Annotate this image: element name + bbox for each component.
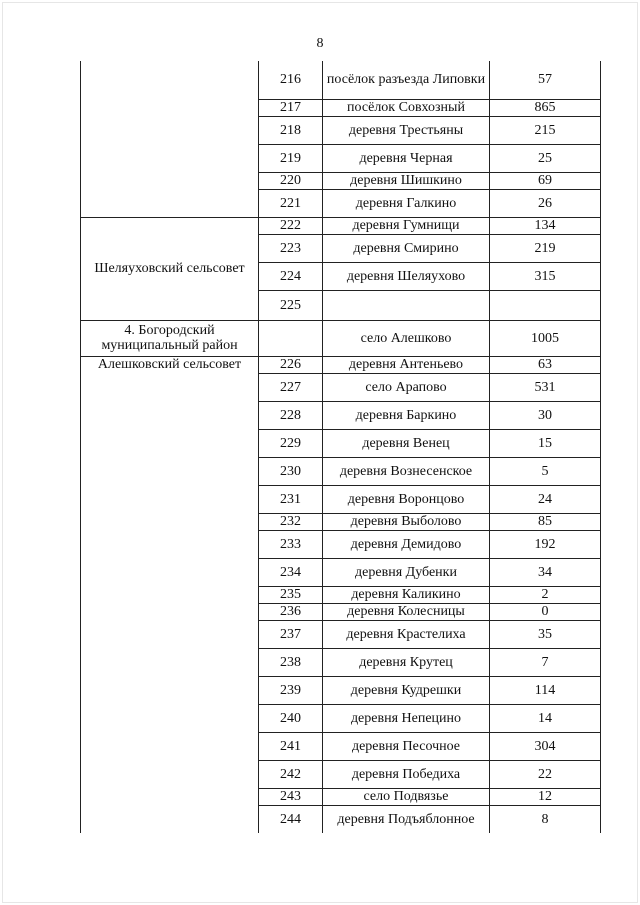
population-cell: 26 bbox=[490, 189, 601, 217]
population-cell: 14 bbox=[490, 704, 601, 732]
population-cell: 25 bbox=[490, 144, 601, 172]
population-cell: 2 bbox=[490, 586, 601, 603]
row-number-cell: 231 bbox=[259, 485, 323, 513]
population-cell: 1005 bbox=[490, 320, 601, 356]
row-number-cell: 217 bbox=[259, 99, 323, 116]
population-cell: 30 bbox=[490, 401, 601, 429]
settlements-table bbox=[80, 61, 601, 833]
table-row bbox=[81, 61, 601, 99]
settlement-name-cell: деревня Колесницы bbox=[323, 603, 490, 620]
settlement-name-cell: деревня Шеляухово bbox=[323, 262, 490, 290]
row-number-cell: 221 bbox=[259, 189, 323, 217]
settlement-name-cell: посёлок Совхозный bbox=[323, 99, 490, 116]
row-number-cell bbox=[259, 320, 323, 356]
page-number: 8 bbox=[316, 36, 324, 51]
settlement-name-cell: посёлок разъезда Липовки bbox=[323, 61, 490, 99]
settlement-name-cell: деревня Баркино bbox=[323, 401, 490, 429]
row-number-cell: 227 bbox=[259, 373, 323, 401]
population-cell: 57 bbox=[490, 61, 601, 99]
row-number-cell: 229 bbox=[259, 429, 323, 457]
table-row bbox=[81, 320, 601, 356]
row-number-cell: 241 bbox=[259, 732, 323, 760]
settlements-table-body bbox=[81, 61, 601, 833]
population-cell: 315 bbox=[490, 262, 601, 290]
row-number-cell: 236 bbox=[259, 603, 323, 620]
population-cell: 8 bbox=[490, 805, 601, 833]
population-cell: 531 bbox=[490, 373, 601, 401]
settlement-name-cell: деревня Крастелиха bbox=[323, 620, 490, 648]
row-number-cell: 218 bbox=[259, 116, 323, 144]
settlement-name-cell: село Арапово bbox=[323, 373, 490, 401]
population-cell: 22 bbox=[490, 760, 601, 788]
population-cell: 865 bbox=[490, 99, 601, 116]
settlement-name-cell: деревня Демидово bbox=[323, 530, 490, 558]
settlement-name-cell: деревня Воронцово bbox=[323, 485, 490, 513]
population-cell: 12 bbox=[490, 788, 601, 805]
settlement-name-cell: деревня Кудрешки bbox=[323, 676, 490, 704]
row-number-cell: 222 bbox=[259, 217, 323, 234]
settlement-name-cell: деревня Венец bbox=[323, 429, 490, 457]
population-cell: 85 bbox=[490, 513, 601, 530]
settlement-name-cell bbox=[323, 290, 490, 320]
settlement-name-cell: деревня Каликино bbox=[323, 586, 490, 603]
row-number-cell: 220 bbox=[259, 172, 323, 189]
population-cell: 24 bbox=[490, 485, 601, 513]
population-cell: 0 bbox=[490, 603, 601, 620]
population-cell: 69 bbox=[490, 172, 601, 189]
row-number-cell: 234 bbox=[259, 558, 323, 586]
settlement-name-cell: село Подвязье bbox=[323, 788, 490, 805]
municipality-cell: Алешковский сельсовет bbox=[81, 356, 259, 833]
settlements-table-wrap bbox=[80, 61, 601, 833]
row-number-cell: 237 bbox=[259, 620, 323, 648]
settlement-name-cell: деревня Вознесенское bbox=[323, 457, 490, 485]
row-number-cell: 223 bbox=[259, 234, 323, 262]
settlement-name-cell: деревня Дубенки bbox=[323, 558, 490, 586]
settlement-name-cell: деревня Песочное bbox=[323, 732, 490, 760]
settlement-name-cell: деревня Гумнищи bbox=[323, 217, 490, 234]
row-number-cell: 238 bbox=[259, 648, 323, 676]
row-number-cell: 240 bbox=[259, 704, 323, 732]
row-number-cell: 230 bbox=[259, 457, 323, 485]
municipality-cell: 4. Богородский муниципальный район bbox=[81, 320, 259, 356]
table-row bbox=[81, 217, 601, 234]
population-cell: 219 bbox=[490, 234, 601, 262]
settlement-name-cell: деревня Шишкино bbox=[323, 172, 490, 189]
row-number-cell: 233 bbox=[259, 530, 323, 558]
settlement-name-cell: деревня Крутец bbox=[323, 648, 490, 676]
municipality-cell: Шеляуховский сельсовет bbox=[81, 217, 259, 320]
row-number-cell: 242 bbox=[259, 760, 323, 788]
population-cell: 63 bbox=[490, 356, 601, 373]
population-cell bbox=[490, 290, 601, 320]
row-number-cell: 228 bbox=[259, 401, 323, 429]
settlement-name-cell: деревня Непецино bbox=[323, 704, 490, 732]
population-cell: 114 bbox=[490, 676, 601, 704]
settlement-name-cell: деревня Выболово bbox=[323, 513, 490, 530]
population-cell: 192 bbox=[490, 530, 601, 558]
population-cell: 15 bbox=[490, 429, 601, 457]
population-cell: 215 bbox=[490, 116, 601, 144]
population-cell: 34 bbox=[490, 558, 601, 586]
row-number-cell: 225 bbox=[259, 290, 323, 320]
population-cell: 7 bbox=[490, 648, 601, 676]
row-number-cell: 239 bbox=[259, 676, 323, 704]
row-number-cell: 219 bbox=[259, 144, 323, 172]
row-number-cell: 243 bbox=[259, 788, 323, 805]
row-number-cell: 235 bbox=[259, 586, 323, 603]
population-cell: 134 bbox=[490, 217, 601, 234]
settlement-name-cell: деревня Смирино bbox=[323, 234, 490, 262]
population-cell: 304 bbox=[490, 732, 601, 760]
row-number-cell: 226 bbox=[259, 356, 323, 373]
settlement-name-cell: деревня Трестьяны bbox=[323, 116, 490, 144]
row-number-cell: 232 bbox=[259, 513, 323, 530]
settlement-name-cell: деревня Подъяблонное bbox=[323, 805, 490, 833]
row-number-cell: 224 bbox=[259, 262, 323, 290]
settlement-name-cell: село Алешково bbox=[323, 320, 490, 356]
settlement-name-cell: деревня Антеньево bbox=[323, 356, 490, 373]
population-cell: 35 bbox=[490, 620, 601, 648]
row-number-cell: 216 bbox=[259, 61, 323, 99]
settlement-name-cell: деревня Победиха bbox=[323, 760, 490, 788]
row-number-cell: 244 bbox=[259, 805, 323, 833]
municipality-cell bbox=[81, 61, 259, 217]
table-row bbox=[81, 356, 601, 373]
settlement-name-cell: деревня Черная bbox=[323, 144, 490, 172]
population-cell: 5 bbox=[490, 457, 601, 485]
settlement-name-cell: деревня Галкино bbox=[323, 189, 490, 217]
